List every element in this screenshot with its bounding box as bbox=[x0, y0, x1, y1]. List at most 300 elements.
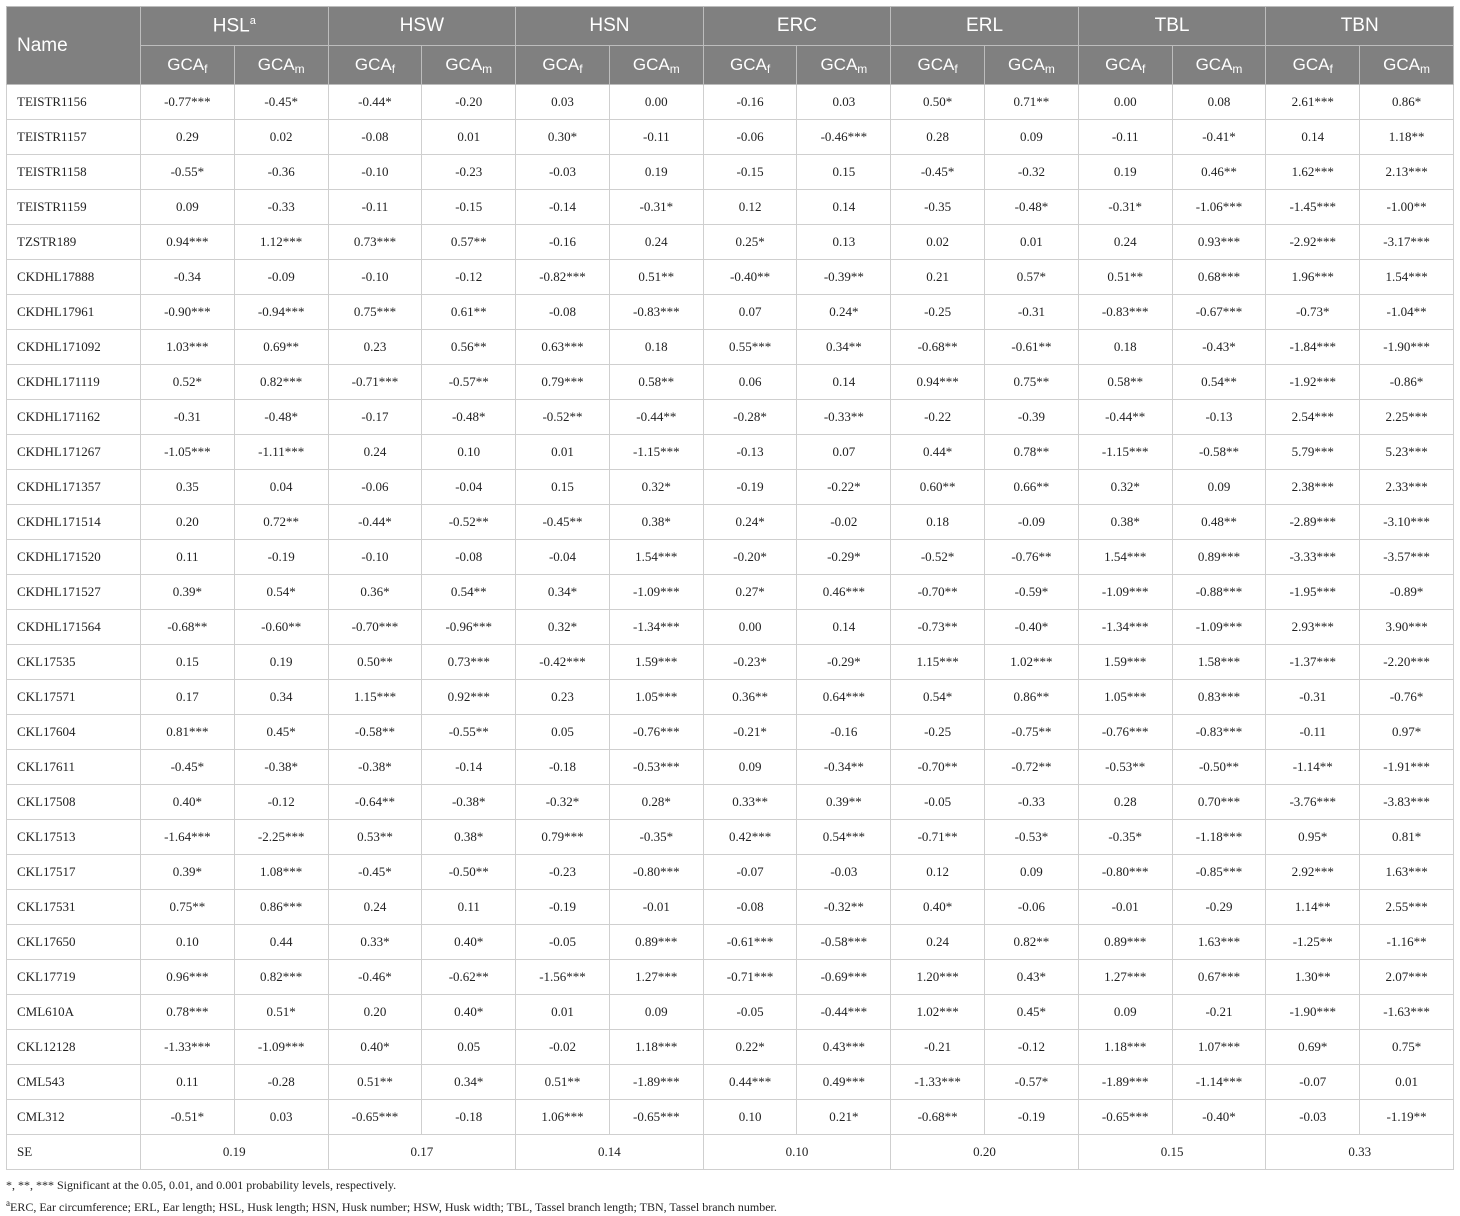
table-cell: -0.12 bbox=[422, 260, 516, 295]
se-value: 0.15 bbox=[1078, 1135, 1266, 1170]
table-cell: 0.32* bbox=[516, 610, 610, 645]
table-cell: 0.19 bbox=[1078, 155, 1172, 190]
table-cell: -1.04** bbox=[1360, 295, 1454, 330]
table-cell: -0.48* bbox=[422, 400, 516, 435]
table-cell: -0.70*** bbox=[328, 610, 422, 645]
table-cell: -0.35* bbox=[1078, 820, 1172, 855]
header-gca-male: $GCA_m$ bbox=[1360, 46, 1454, 85]
header-trait-erl: ERL bbox=[891, 7, 1079, 46]
table-cell: 0.75* bbox=[1360, 1030, 1454, 1065]
table-cell: -0.07 bbox=[703, 855, 797, 890]
table-cell: -1.92*** bbox=[1266, 365, 1360, 400]
table-cell: 0.39* bbox=[141, 575, 235, 610]
row-name: CKL17531 bbox=[7, 890, 141, 925]
row-name: CKDHL171514 bbox=[7, 505, 141, 540]
table-cell: 1.15*** bbox=[328, 680, 422, 715]
table-cell: 0.38* bbox=[609, 505, 703, 540]
table-cell: 0.06 bbox=[703, 365, 797, 400]
table-cell: -0.16 bbox=[797, 715, 891, 750]
table-cell: -0.17 bbox=[328, 400, 422, 435]
header-gca-female: $GCA_f$ bbox=[141, 46, 235, 85]
table-cell: 0.34* bbox=[422, 1065, 516, 1100]
table-cell: 1.06*** bbox=[516, 1100, 610, 1135]
table-cell: 0.00 bbox=[609, 85, 703, 120]
table-cell: -0.94*** bbox=[234, 295, 328, 330]
table-cell: 0.02 bbox=[234, 120, 328, 155]
table-cell: -0.69*** bbox=[797, 960, 891, 995]
table-cell: 0.96*** bbox=[141, 960, 235, 995]
table-cell: 0.89*** bbox=[1172, 540, 1266, 575]
table-cell: -0.76*** bbox=[609, 715, 703, 750]
table-cell: 0.51** bbox=[609, 260, 703, 295]
table-cell: -0.23* bbox=[703, 645, 797, 680]
table-cell: 0.64*** bbox=[797, 680, 891, 715]
row-name: CKDHL17961 bbox=[7, 295, 141, 330]
table-cell: 0.24* bbox=[797, 295, 891, 330]
table-cell: 0.30* bbox=[516, 120, 610, 155]
table-cell: 0.09 bbox=[985, 120, 1079, 155]
table-cell: 0.54** bbox=[422, 575, 516, 610]
header-trait-hsw: HSW bbox=[328, 7, 516, 46]
table-cell: -0.13 bbox=[1172, 400, 1266, 435]
table-cell: 0.00 bbox=[1078, 85, 1172, 120]
row-name: CKDHL171267 bbox=[7, 435, 141, 470]
table-cell: -1.05*** bbox=[141, 435, 235, 470]
table-cell: -0.09 bbox=[234, 260, 328, 295]
table-row bbox=[7, 680, 1454, 715]
table-cell: 0.69** bbox=[234, 330, 328, 365]
table-cell: 1.18*** bbox=[609, 1030, 703, 1065]
table-cell: -1.25** bbox=[1266, 925, 1360, 960]
table-cell: 0.18 bbox=[609, 330, 703, 365]
table-cell: -0.45* bbox=[141, 750, 235, 785]
header-trait-tbl: TBL bbox=[1078, 7, 1266, 46]
table-cell: 0.39* bbox=[141, 855, 235, 890]
table-cell: 2.07*** bbox=[1360, 960, 1454, 995]
table-cell: -0.76* bbox=[1360, 680, 1454, 715]
table-cell: 0.22* bbox=[703, 1030, 797, 1065]
table-cell: -0.67*** bbox=[1172, 295, 1266, 330]
table-cell: 0.10 bbox=[422, 435, 516, 470]
table-cell: 0.54** bbox=[1172, 365, 1266, 400]
header-row-gca bbox=[7, 46, 1454, 85]
table-cell: -0.57* bbox=[985, 1065, 1079, 1100]
table-cell: 0.82** bbox=[985, 925, 1079, 960]
table-row bbox=[7, 1065, 1454, 1100]
table-cell: -0.44** bbox=[609, 400, 703, 435]
table-cell: 0.19 bbox=[609, 155, 703, 190]
table-cell: 0.46** bbox=[1172, 155, 1266, 190]
table-cell: 0.50* bbox=[891, 85, 985, 120]
table-cell: -0.31 bbox=[985, 295, 1079, 330]
table-cell: -0.06 bbox=[703, 120, 797, 155]
se-label: SE bbox=[7, 1135, 141, 1170]
table-cell: 0.44* bbox=[891, 435, 985, 470]
row-name: CKL17513 bbox=[7, 820, 141, 855]
table-cell: 0.45* bbox=[985, 995, 1079, 1030]
table-cell: 0.51** bbox=[328, 1065, 422, 1100]
table-cell: 0.11 bbox=[141, 1065, 235, 1100]
table-cell: 0.60** bbox=[891, 470, 985, 505]
table-cell: 0.40* bbox=[328, 1030, 422, 1065]
table-cell: 0.56** bbox=[422, 330, 516, 365]
table-cell: 3.90*** bbox=[1360, 610, 1454, 645]
table-cell: 0.86** bbox=[985, 680, 1079, 715]
table-cell: 0.28 bbox=[891, 120, 985, 155]
table-cell: 2.25*** bbox=[1360, 400, 1454, 435]
table-cell: 0.21* bbox=[797, 1100, 891, 1135]
table-cell: -2.92*** bbox=[1266, 225, 1360, 260]
row-name: CKDHL171162 bbox=[7, 400, 141, 435]
table-cell: 0.14 bbox=[797, 365, 891, 400]
table-cell: -0.06 bbox=[328, 470, 422, 505]
header-row-traits bbox=[7, 7, 1454, 46]
header-gca-female: $GCA_f$ bbox=[703, 46, 797, 85]
table-cell: 0.83*** bbox=[1172, 680, 1266, 715]
table-cell: 0.58** bbox=[1078, 365, 1172, 400]
se-value: 0.33 bbox=[1266, 1135, 1454, 1170]
table-cell: -0.40* bbox=[1172, 1100, 1266, 1135]
header-gca-male: $GCA_m$ bbox=[985, 46, 1079, 85]
table-cell: -1.95*** bbox=[1266, 575, 1360, 610]
table-cell: -1.34*** bbox=[609, 610, 703, 645]
table-cell: 0.25* bbox=[703, 225, 797, 260]
table-cell: 0.29 bbox=[141, 120, 235, 155]
table-cell: 0.93*** bbox=[1172, 225, 1266, 260]
table-cell: -0.50** bbox=[1172, 750, 1266, 785]
table-cell: -1.33*** bbox=[141, 1030, 235, 1065]
table-cell: 0.28 bbox=[1078, 785, 1172, 820]
table-cell: 0.86* bbox=[1360, 85, 1454, 120]
table-cell: -0.25 bbox=[891, 295, 985, 330]
table-cell: 0.24 bbox=[328, 435, 422, 470]
table-cell: 0.75** bbox=[985, 365, 1079, 400]
table-cell: 0.15 bbox=[141, 645, 235, 680]
table-row bbox=[7, 1100, 1454, 1135]
table-cell: -0.31* bbox=[1078, 190, 1172, 225]
table-cell: 0.23 bbox=[516, 680, 610, 715]
table-cell: -1.09*** bbox=[1078, 575, 1172, 610]
table-cell: 1.30** bbox=[1266, 960, 1360, 995]
table-cell: -0.29 bbox=[1172, 890, 1266, 925]
table-cell: 0.57* bbox=[985, 260, 1079, 295]
table-cell: -2.25*** bbox=[234, 820, 328, 855]
table-cell: -0.07 bbox=[1266, 1065, 1360, 1100]
table-cell: -0.29* bbox=[797, 540, 891, 575]
table-row bbox=[7, 820, 1454, 855]
table-cell: -1.14** bbox=[1266, 750, 1360, 785]
table-row bbox=[7, 260, 1454, 295]
table-cell: 0.81* bbox=[1360, 820, 1454, 855]
table-cell: -0.80*** bbox=[1078, 855, 1172, 890]
row-name: CKDHL171527 bbox=[7, 575, 141, 610]
table-cell: -0.05 bbox=[891, 785, 985, 820]
table-cell: -0.32** bbox=[797, 890, 891, 925]
table-cell: -0.73* bbox=[1266, 295, 1360, 330]
table-cell: 1.27*** bbox=[1078, 960, 1172, 995]
table-cell: -1.45*** bbox=[1266, 190, 1360, 225]
table-cell: -0.03 bbox=[1266, 1100, 1360, 1135]
table-row bbox=[7, 85, 1454, 120]
table-cell: -1.15*** bbox=[1078, 435, 1172, 470]
table-cell: -0.38* bbox=[422, 785, 516, 820]
table-cell: 1.15*** bbox=[891, 645, 985, 680]
table-cell: 2.54*** bbox=[1266, 400, 1360, 435]
header-gca-female: $GCA_f$ bbox=[1266, 46, 1360, 85]
table-cell: -0.68** bbox=[891, 1100, 985, 1135]
table-cell: -0.70** bbox=[891, 750, 985, 785]
table-cell: 0.03 bbox=[797, 85, 891, 120]
table-cell: 0.13 bbox=[797, 225, 891, 260]
table-cell: 0.42*** bbox=[703, 820, 797, 855]
table-cell: 0.11 bbox=[422, 890, 516, 925]
table-cell: -0.40* bbox=[985, 610, 1079, 645]
table-cell: -0.89* bbox=[1360, 575, 1454, 610]
table-cell: 2.92*** bbox=[1266, 855, 1360, 890]
table-cell: 1.54*** bbox=[1078, 540, 1172, 575]
row-name: CKL17517 bbox=[7, 855, 141, 890]
table-cell: -0.03 bbox=[516, 155, 610, 190]
table-cell: 1.59*** bbox=[1078, 645, 1172, 680]
table-cell: 0.66** bbox=[985, 470, 1079, 505]
table-cell: -0.44** bbox=[1078, 400, 1172, 435]
table-cell: 5.79*** bbox=[1266, 435, 1360, 470]
table-cell: -0.68** bbox=[141, 610, 235, 645]
table-cell: 0.11 bbox=[141, 540, 235, 575]
row-name: CML543 bbox=[7, 1065, 141, 1100]
table-cell: 0.82*** bbox=[234, 960, 328, 995]
table-cell: 0.01 bbox=[985, 225, 1079, 260]
table-cell: 0.52* bbox=[141, 365, 235, 400]
table-cell: 0.70*** bbox=[1172, 785, 1266, 820]
table-cell: 0.75*** bbox=[328, 295, 422, 330]
table-cell: -0.83*** bbox=[1078, 295, 1172, 330]
table-cell: -0.02 bbox=[797, 505, 891, 540]
table-cell: -0.10 bbox=[328, 155, 422, 190]
table-cell: 0.28* bbox=[609, 785, 703, 820]
table-cell: -2.89*** bbox=[1266, 505, 1360, 540]
table-cell: -0.21 bbox=[891, 1030, 985, 1065]
table-cell: 1.58*** bbox=[1172, 645, 1266, 680]
table-cell: -0.59* bbox=[985, 575, 1079, 610]
gca-table-container bbox=[6, 6, 1454, 1216]
row-name: CKL17719 bbox=[7, 960, 141, 995]
row-name: CML610A bbox=[7, 995, 141, 1030]
table-cell: -3.17*** bbox=[1360, 225, 1454, 260]
table-cell: -0.96*** bbox=[422, 610, 516, 645]
table-cell: 0.24 bbox=[891, 925, 985, 960]
table-cell: -1.16** bbox=[1360, 925, 1454, 960]
table-cell: -0.45** bbox=[516, 505, 610, 540]
table-cell: 1.54*** bbox=[1360, 260, 1454, 295]
table-cell: 0.09 bbox=[1172, 470, 1266, 505]
table-cell: 0.08 bbox=[1172, 85, 1266, 120]
table-cell: -0.31 bbox=[1266, 680, 1360, 715]
table-cell: 0.51** bbox=[1078, 260, 1172, 295]
table-cell: -0.04 bbox=[422, 470, 516, 505]
table-row bbox=[7, 225, 1454, 260]
table-cell: -0.05 bbox=[703, 995, 797, 1030]
table-cell: 0.89*** bbox=[1078, 925, 1172, 960]
table-cell: 0.78*** bbox=[141, 995, 235, 1030]
table-cell: 0.17 bbox=[141, 680, 235, 715]
table-cell: 1.02*** bbox=[985, 645, 1079, 680]
table-cell: -0.65*** bbox=[328, 1100, 422, 1135]
row-name: CKL17508 bbox=[7, 785, 141, 820]
table-cell: -0.23 bbox=[422, 155, 516, 190]
table-cell: 0.19 bbox=[234, 645, 328, 680]
table-cell: 0.38* bbox=[422, 820, 516, 855]
row-name: CKDHL17888 bbox=[7, 260, 141, 295]
row-name: CKL17611 bbox=[7, 750, 141, 785]
table-cell: 0.57** bbox=[422, 225, 516, 260]
table-cell: -0.08 bbox=[422, 540, 516, 575]
table-row bbox=[7, 785, 1454, 820]
table-cell: 1.05*** bbox=[609, 680, 703, 715]
table-cell: -0.44*** bbox=[797, 995, 891, 1030]
table-cell: -0.88*** bbox=[1172, 575, 1266, 610]
table-cell: -0.85*** bbox=[1172, 855, 1266, 890]
table-cell: -0.44* bbox=[328, 505, 422, 540]
table-cell: -0.55** bbox=[422, 715, 516, 750]
header-gca-male: $GCA_m$ bbox=[234, 46, 328, 85]
table-row bbox=[7, 925, 1454, 960]
table-cell: -1.19** bbox=[1360, 1100, 1454, 1135]
table-cell: 1.18*** bbox=[1078, 1030, 1172, 1065]
table-row bbox=[7, 1030, 1454, 1065]
table-cell: 1.03*** bbox=[141, 330, 235, 365]
table-cell: 0.21 bbox=[891, 260, 985, 295]
table-cell: 0.00 bbox=[703, 610, 797, 645]
header-name: Name bbox=[7, 7, 141, 85]
row-name: TEISTR1157 bbox=[7, 120, 141, 155]
table-cell: -1.56*** bbox=[516, 960, 610, 995]
table-row bbox=[7, 330, 1454, 365]
table-cell: 1.02*** bbox=[891, 995, 985, 1030]
header-gca-female: $GCA_f$ bbox=[1078, 46, 1172, 85]
table-cell: 5.23*** bbox=[1360, 435, 1454, 470]
table-cell: 0.04 bbox=[234, 470, 328, 505]
table-cell: -0.15 bbox=[422, 190, 516, 225]
table-cell: 0.54* bbox=[891, 680, 985, 715]
table-cell: -0.29* bbox=[797, 645, 891, 680]
table-cell: 2.33*** bbox=[1360, 470, 1454, 505]
table-cell: 0.43* bbox=[985, 960, 1079, 995]
table-cell: -1.34*** bbox=[1078, 610, 1172, 645]
table-cell: 0.32* bbox=[1078, 470, 1172, 505]
table-cell: 0.03 bbox=[234, 1100, 328, 1135]
table-cell: 0.24* bbox=[703, 505, 797, 540]
table-cell: -0.52** bbox=[422, 505, 516, 540]
table-footnotes bbox=[6, 1176, 1454, 1216]
table-cell: 0.20 bbox=[141, 505, 235, 540]
table-cell: 0.07 bbox=[703, 295, 797, 330]
table-cell: -0.32 bbox=[985, 155, 1079, 190]
table-cell: 0.03 bbox=[516, 85, 610, 120]
table-cell: -3.33*** bbox=[1266, 540, 1360, 575]
table-row bbox=[7, 470, 1454, 505]
table-cell: -1.90*** bbox=[1266, 995, 1360, 1030]
table-cell: -0.58** bbox=[328, 715, 422, 750]
table-cell: -0.32* bbox=[516, 785, 610, 820]
table-cell: 0.35 bbox=[141, 470, 235, 505]
table-cell: 0.05 bbox=[516, 715, 610, 750]
table-cell: -0.46* bbox=[328, 960, 422, 995]
table-cell: 0.09 bbox=[985, 855, 1079, 890]
table-cell: -0.22* bbox=[797, 470, 891, 505]
table-cell: 0.46*** bbox=[797, 575, 891, 610]
table-cell: 0.97* bbox=[1360, 715, 1454, 750]
table-row bbox=[7, 960, 1454, 995]
table-cell: -0.16 bbox=[703, 85, 797, 120]
row-name: CKDHL171119 bbox=[7, 365, 141, 400]
table-cell: 0.09 bbox=[1078, 995, 1172, 1030]
table-cell: -1.33*** bbox=[891, 1065, 985, 1100]
table-cell: -0.35 bbox=[891, 190, 985, 225]
table-row bbox=[7, 120, 1454, 155]
table-cell: 0.54* bbox=[234, 575, 328, 610]
table-cell: -0.09 bbox=[985, 505, 1079, 540]
table-cell: -0.58** bbox=[1172, 435, 1266, 470]
table-cell: -0.33 bbox=[985, 785, 1079, 820]
table-cell: 0.86*** bbox=[234, 890, 328, 925]
se-value: 0.10 bbox=[703, 1135, 891, 1170]
footnote-significance: *, **, *** Significant at the 0.05, 0.01, and 0.001 probability levels, respectively. bbox=[6, 1178, 397, 1192]
header-gca-female: $GCA_f$ bbox=[891, 46, 985, 85]
table-cell: -0.86* bbox=[1360, 365, 1454, 400]
table-cell: -0.08 bbox=[516, 295, 610, 330]
table-cell: -3.10*** bbox=[1360, 505, 1454, 540]
table-cell: -0.15 bbox=[703, 155, 797, 190]
table-cell: 0.38* bbox=[1078, 505, 1172, 540]
table-cell: -0.18 bbox=[422, 1100, 516, 1135]
table-cell: -0.73** bbox=[891, 610, 985, 645]
table-cell: 0.40* bbox=[422, 925, 516, 960]
table-cell: -1.09*** bbox=[1172, 610, 1266, 645]
table-cell: 1.18** bbox=[1360, 120, 1454, 155]
header-gca-male: $GCA_m$ bbox=[422, 46, 516, 85]
table-cell: -0.39** bbox=[797, 260, 891, 295]
table-cell: 0.01 bbox=[422, 120, 516, 155]
table-cell: 1.08*** bbox=[234, 855, 328, 890]
row-name: CKL17604 bbox=[7, 715, 141, 750]
table-row bbox=[7, 365, 1454, 400]
table-cell: 0.20 bbox=[328, 995, 422, 1030]
table-cell: -0.46*** bbox=[797, 120, 891, 155]
table-cell: 0.10 bbox=[703, 1100, 797, 1135]
table-cell: -0.01 bbox=[609, 890, 703, 925]
table-row bbox=[7, 155, 1454, 190]
table-cell: 0.81*** bbox=[141, 715, 235, 750]
table-row bbox=[7, 400, 1454, 435]
table-cell: 0.45* bbox=[234, 715, 328, 750]
table-cell: -0.45* bbox=[234, 85, 328, 120]
row-name: TEISTR1158 bbox=[7, 155, 141, 190]
table-cell: -0.13 bbox=[703, 435, 797, 470]
table-cell: -0.19 bbox=[703, 470, 797, 505]
table-cell: -0.28 bbox=[234, 1065, 328, 1100]
table-cell: -0.48* bbox=[234, 400, 328, 435]
table-cell: -0.70** bbox=[891, 575, 985, 610]
table-cell: -2.20*** bbox=[1360, 645, 1454, 680]
table-cell: -0.28* bbox=[703, 400, 797, 435]
table-cell: -1.64*** bbox=[141, 820, 235, 855]
table-cell: -0.53** bbox=[1078, 750, 1172, 785]
table-cell: -0.38* bbox=[234, 750, 328, 785]
table-cell: 1.54*** bbox=[609, 540, 703, 575]
table-row bbox=[7, 190, 1454, 225]
table-cell: -0.65*** bbox=[1078, 1100, 1172, 1135]
